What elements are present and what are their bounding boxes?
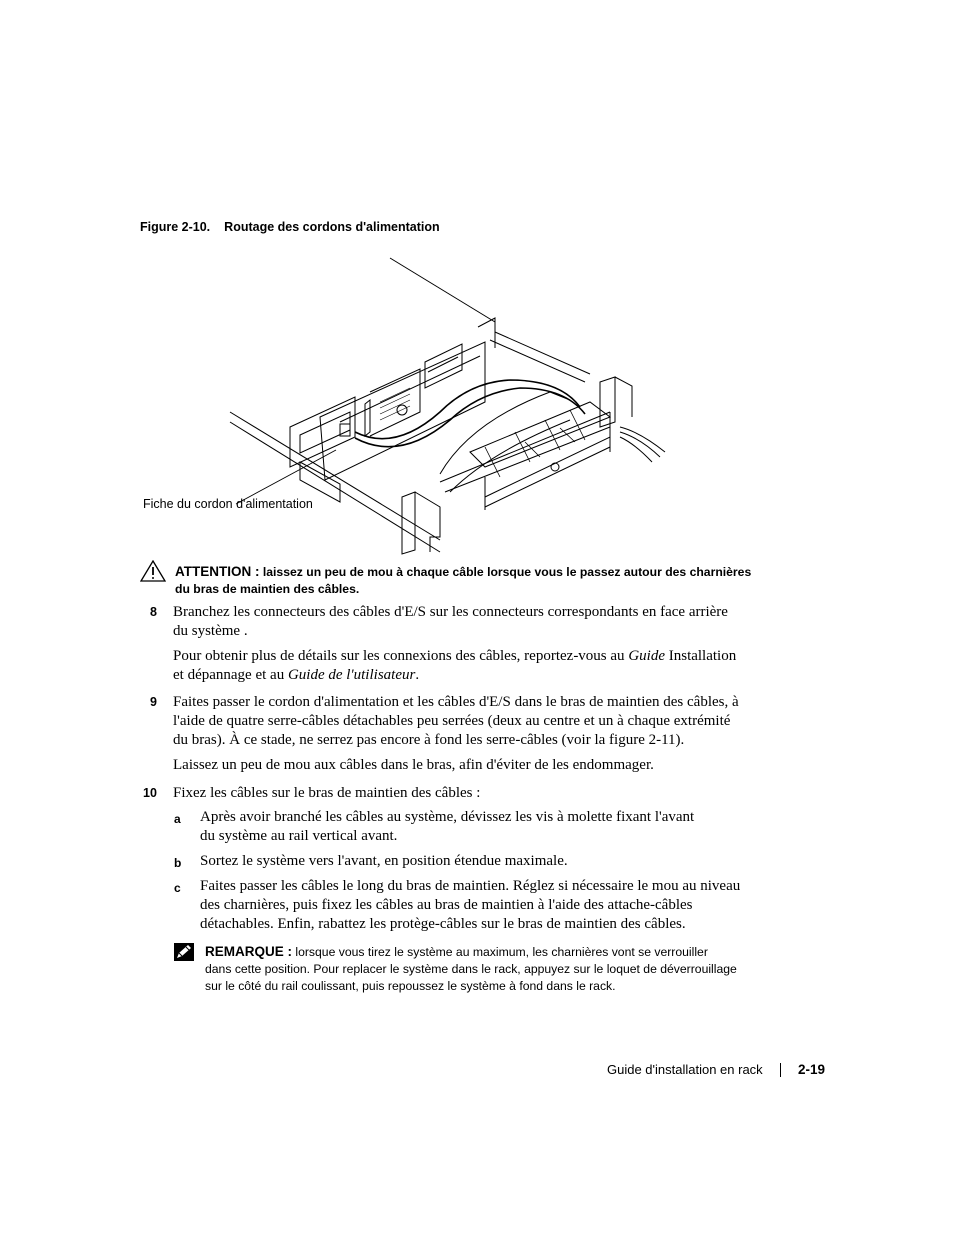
step-10-text: Fixez les câbles sur le bras de maintien des câbles : [173, 785, 481, 801]
warning-triangle-icon [140, 560, 166, 582]
step-9-line2: l'aide de quatre serre-câbles détachables peu serrées (deux au centre et un à chaque extrémité [173, 713, 731, 729]
step-9-text [173, 693, 773, 750]
footer-title: Guide d'installation en rack [607, 1062, 763, 1077]
power-plug-callout: Fiche du cordon d'alimentation [143, 497, 313, 511]
user-guide-reference: Guide de l'utilisateur [287, 667, 416, 683]
step-9-line1: Faites passer le cordon d'alimentation et les câbles d'E/S dans le bras de maintien des câbles, à [173, 694, 739, 710]
figure-caption [140, 220, 440, 234]
page-number: 2-19 [798, 1062, 826, 1077]
step-8-number: 8 [150, 605, 157, 619]
attention-label: ATTENTION : [175, 564, 260, 579]
substep-a-line2: du système au rail vertical avant. [200, 828, 398, 844]
step-8-line2: du système . [173, 623, 248, 639]
step-10-number: 10 [143, 786, 157, 800]
substep-c-line2: des charnières, puis fixez les câbles au bras de maintien à l'aide des attache-câbles [200, 897, 693, 913]
note-message [205, 943, 775, 995]
step-8-p2-a: Pour obtenir plus de détails sur les connexions des câbles, reportez-vous au [173, 648, 629, 664]
step-9-number: 9 [150, 695, 157, 709]
guide-reference: Guide [628, 648, 665, 664]
substep-c-text [200, 877, 780, 934]
step-9-paragraph: Laissez un peu de mou aux câbles dans le bras, afin d'éviter de les endommager. [173, 757, 654, 773]
note-line1: lorsque vous tirez le système au maximum, les charnières vont se verrouiller [292, 945, 708, 959]
note-line2: dans cette position. Pour replacer le système dans le rack, appuyez sur le loquet de déverrouillage [205, 962, 737, 976]
note-line3: sur le côté du rail coulissant, puis repoussez le système à fond dans le rack. [205, 979, 616, 993]
step-8-paragraph [173, 647, 773, 685]
step-8-line1: Branchez les connecteurs des câbles d'E/S sur les connecteurs correspondants en face arrière [173, 604, 728, 620]
step-8-text [173, 603, 773, 641]
step-9-line3: du bras). À ce stade, ne serrez pas encore à fond les serre-câbles (voir la figure 2-11). [173, 732, 685, 748]
substep-b-letter: b [174, 856, 182, 870]
cable-routing-illustration [140, 252, 680, 557]
step-8-p2-b: Installation [664, 648, 737, 664]
substep-a-letter: a [174, 812, 181, 826]
substep-c-line1: Faites passer les câbles le long du bras de maintien. Réglez si nécessaire le mou au niveau [200, 878, 741, 894]
attention-message [175, 563, 775, 598]
substep-c-line3: détachables. Enfin, rabattez les protège-câbles sur le bras de maintien des câbles. [200, 916, 686, 932]
attention-text-line2: du bras de maintien des câbles. [175, 582, 360, 596]
attention-text-line1: laissez un peu de mou à chaque câble lorsque vous le passez autour des charnières [259, 565, 752, 579]
step-8-p2-c: et dépannage et au [173, 667, 288, 683]
substep-a-line1: Après avoir branché les câbles au système, dévissez les vis à molette fixant l'avant [200, 809, 695, 825]
figure-number: Figure 2-10. [140, 220, 211, 234]
step-8-p2-d: . [415, 667, 420, 683]
substep-b-text: Sortez le système vers l'avant, en position étendue maximale. [200, 853, 568, 869]
figure-title: Routage des cordons d'alimentation [224, 220, 440, 234]
substep-a-text [200, 808, 780, 846]
pencil-note-icon [173, 942, 195, 962]
footer-separator [780, 1063, 781, 1077]
note-label: REMARQUE : [205, 944, 292, 959]
substep-c-letter: c [174, 881, 181, 895]
